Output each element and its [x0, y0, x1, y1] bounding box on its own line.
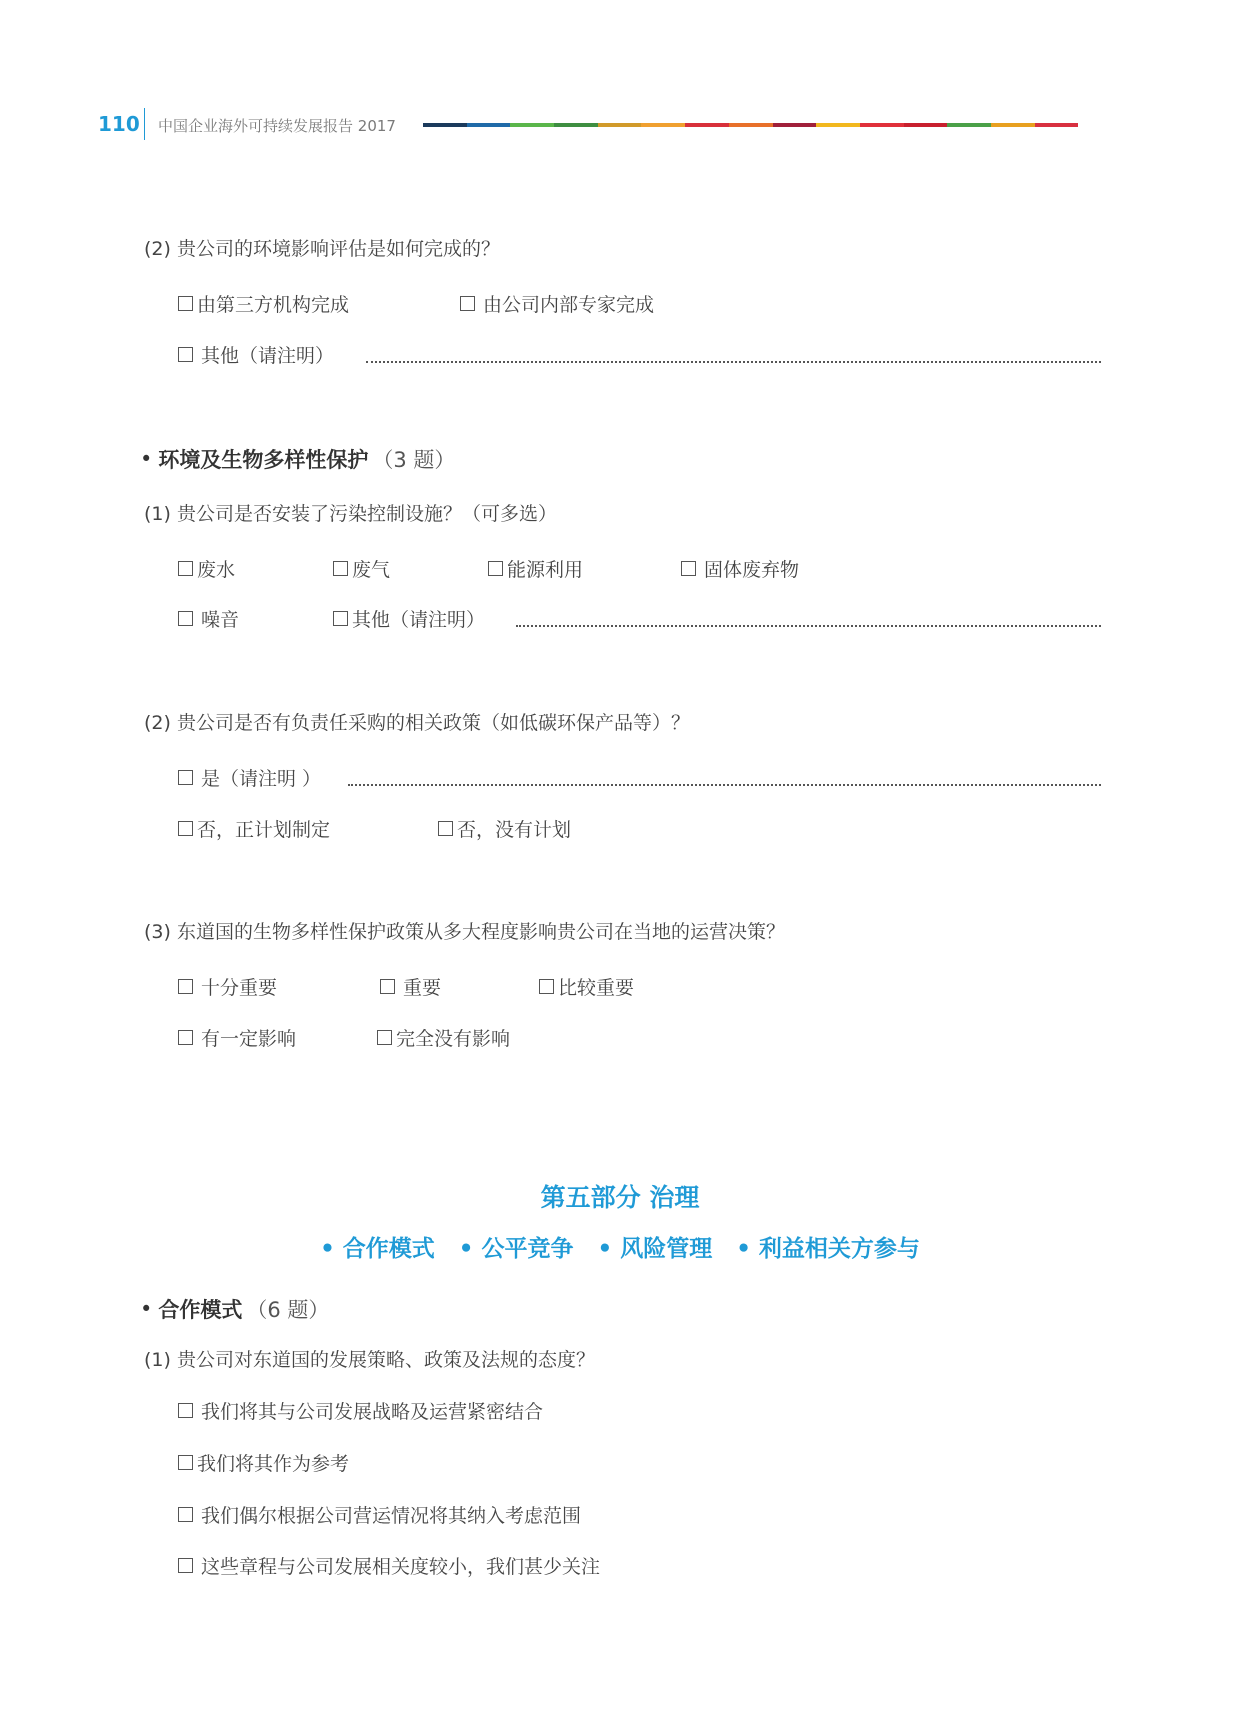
- page-number: 110: [98, 112, 140, 136]
- option-label: 否，没有计划: [457, 819, 572, 841]
- option-energy-use[interactable]: [488, 555, 583, 582]
- option-label: 其他（请注明）: [201, 345, 335, 367]
- section-heading-cooperation: [140, 1294, 329, 1324]
- stripe-segment: [904, 123, 948, 127]
- option-some-influence[interactable]: [178, 1024, 296, 1051]
- topic-fair-competition: • 公平竞争: [458, 1236, 574, 1262]
- option-label: 是（请注明 ）: [201, 768, 322, 790]
- question-count: （6 题）: [246, 1298, 330, 1322]
- stripe-segment: [1035, 123, 1079, 127]
- checkbox[interactable]: [178, 347, 193, 362]
- checkbox[interactable]: [539, 979, 554, 994]
- question-biodiversity-policy: (3) 东道国的生物多样性保护政策从多大程度影响贵公司在当地的运营决策？: [144, 921, 785, 943]
- option-occasionally[interactable]: [178, 1501, 581, 1528]
- option-label: 我们将其与公司发展战略及运营紧密结合: [201, 1401, 544, 1423]
- question-pollution-control: (1) 贵公司是否安装了污染控制设施？（可多选）: [144, 503, 557, 525]
- stripe-segment: [554, 123, 598, 127]
- option-yes[interactable]: [178, 764, 321, 791]
- option-label: 否，正计划制定: [197, 819, 331, 841]
- checkbox[interactable]: [488, 561, 503, 576]
- stripe-segment: [860, 123, 904, 127]
- option-label: 由公司内部专家完成: [483, 294, 655, 316]
- option-label: 噪音: [201, 609, 240, 631]
- checkbox[interactable]: [438, 821, 453, 836]
- stripe-segment: [467, 123, 511, 127]
- topic-risk-management: • 风险管理: [597, 1236, 713, 1262]
- option-no-influence[interactable]: [377, 1024, 510, 1051]
- checkbox[interactable]: [380, 979, 395, 994]
- stripe-segment: [816, 123, 860, 127]
- checkbox[interactable]: [178, 1030, 193, 1045]
- option-fairly-important[interactable]: [539, 973, 634, 1000]
- option-noise[interactable]: [178, 605, 239, 632]
- fill-in-line[interactable]: [516, 625, 1101, 627]
- option-label: 我们偶尔根据公司营运情况将其纳入考虑范围: [201, 1505, 582, 1527]
- option-label: 这些章程与公司发展相关度较小，我们甚少关注: [201, 1556, 601, 1578]
- option-no-plan[interactable]: [438, 815, 571, 842]
- section-heading-biodiversity: [140, 444, 455, 474]
- fill-in-line[interactable]: [366, 361, 1101, 363]
- option-label: 其他（请注明）: [352, 609, 486, 631]
- header-divider: [144, 108, 145, 140]
- topic-cooperation: • 合作模式: [320, 1236, 435, 1262]
- question-development-strategy: (1) 贵公司对东道国的发展策略、政策及法规的态度？: [144, 1349, 595, 1371]
- option-planning[interactable]: [178, 815, 330, 842]
- option-exhaust[interactable]: [333, 555, 390, 582]
- option-label: 废水: [197, 559, 236, 581]
- checkbox[interactable]: [178, 1455, 193, 1470]
- option-label: 由第三方机构完成: [197, 294, 350, 316]
- checkbox[interactable]: [460, 296, 475, 311]
- checkbox[interactable]: [178, 1403, 193, 1418]
- topic-stakeholder: • 利益相关方参与: [736, 1236, 920, 1262]
- checkbox[interactable]: [681, 561, 696, 576]
- part-title: 第五部分 治理: [540, 1183, 700, 1212]
- checkbox[interactable]: [333, 611, 348, 626]
- section-title: 环境及生物多样性保护: [158, 448, 369, 472]
- option-label: 我们将其作为参考: [197, 1453, 350, 1475]
- option-other[interactable]: [178, 341, 334, 368]
- bullet: •: [140, 447, 153, 471]
- stripe-segment: [947, 123, 991, 127]
- stripe-segment: [423, 123, 467, 127]
- bullet: •: [140, 1297, 153, 1321]
- section-title: 合作模式: [158, 1298, 243, 1322]
- option-reference[interactable]: [178, 1449, 349, 1476]
- checkbox[interactable]: [178, 611, 193, 626]
- checkbox[interactable]: [178, 296, 193, 311]
- option-solid-waste[interactable]: [681, 555, 799, 582]
- checkbox[interactable]: [178, 770, 193, 785]
- checkbox[interactable]: [178, 561, 193, 576]
- checkbox[interactable]: [377, 1030, 392, 1045]
- option-label: 固体废弃物: [704, 559, 800, 581]
- option-rarely[interactable]: [178, 1552, 600, 1579]
- option-integrate[interactable]: [178, 1397, 543, 1424]
- stripe-segment: [510, 123, 554, 127]
- checkbox[interactable]: [178, 1507, 193, 1522]
- option-internal-experts[interactable]: [460, 290, 654, 317]
- option-important[interactable]: [380, 973, 441, 1000]
- part-topics: [0, 1230, 1240, 1263]
- option-label: 十分重要: [201, 977, 278, 999]
- stripe-segment: [773, 123, 817, 127]
- option-label: 完全没有影响: [396, 1028, 511, 1050]
- option-third-party[interactable]: [178, 290, 349, 317]
- question-env-assessment: (2) 贵公司的环境影响评估是如何完成的？: [144, 238, 500, 260]
- report-title: 中国企业海外可持续发展报告 2017: [158, 117, 396, 135]
- option-wastewater[interactable]: [178, 555, 235, 582]
- question-responsible-procurement: (2) 贵公司是否有负责任采购的相关政策（如低碳环保产品等）？: [144, 712, 690, 734]
- option-label: 废气: [352, 559, 391, 581]
- stripe-segment: [991, 123, 1035, 127]
- checkbox[interactable]: [178, 821, 193, 836]
- option-other[interactable]: [333, 605, 485, 632]
- checkbox[interactable]: [178, 979, 193, 994]
- fill-in-line[interactable]: [348, 784, 1101, 786]
- color-stripe: [423, 123, 1078, 127]
- checkbox[interactable]: [333, 561, 348, 576]
- option-very-important[interactable]: [178, 973, 277, 1000]
- option-label: 比较重要: [558, 977, 635, 999]
- question-count: （3 题）: [372, 448, 456, 472]
- option-label: 重要: [403, 977, 442, 999]
- stripe-segment: [729, 123, 773, 127]
- checkbox[interactable]: [178, 1558, 193, 1573]
- stripe-segment: [598, 123, 642, 127]
- option-label: 有一定影响: [201, 1028, 297, 1050]
- stripe-segment: [641, 123, 685, 127]
- option-label: 能源利用: [507, 559, 584, 581]
- stripe-segment: [685, 123, 729, 127]
